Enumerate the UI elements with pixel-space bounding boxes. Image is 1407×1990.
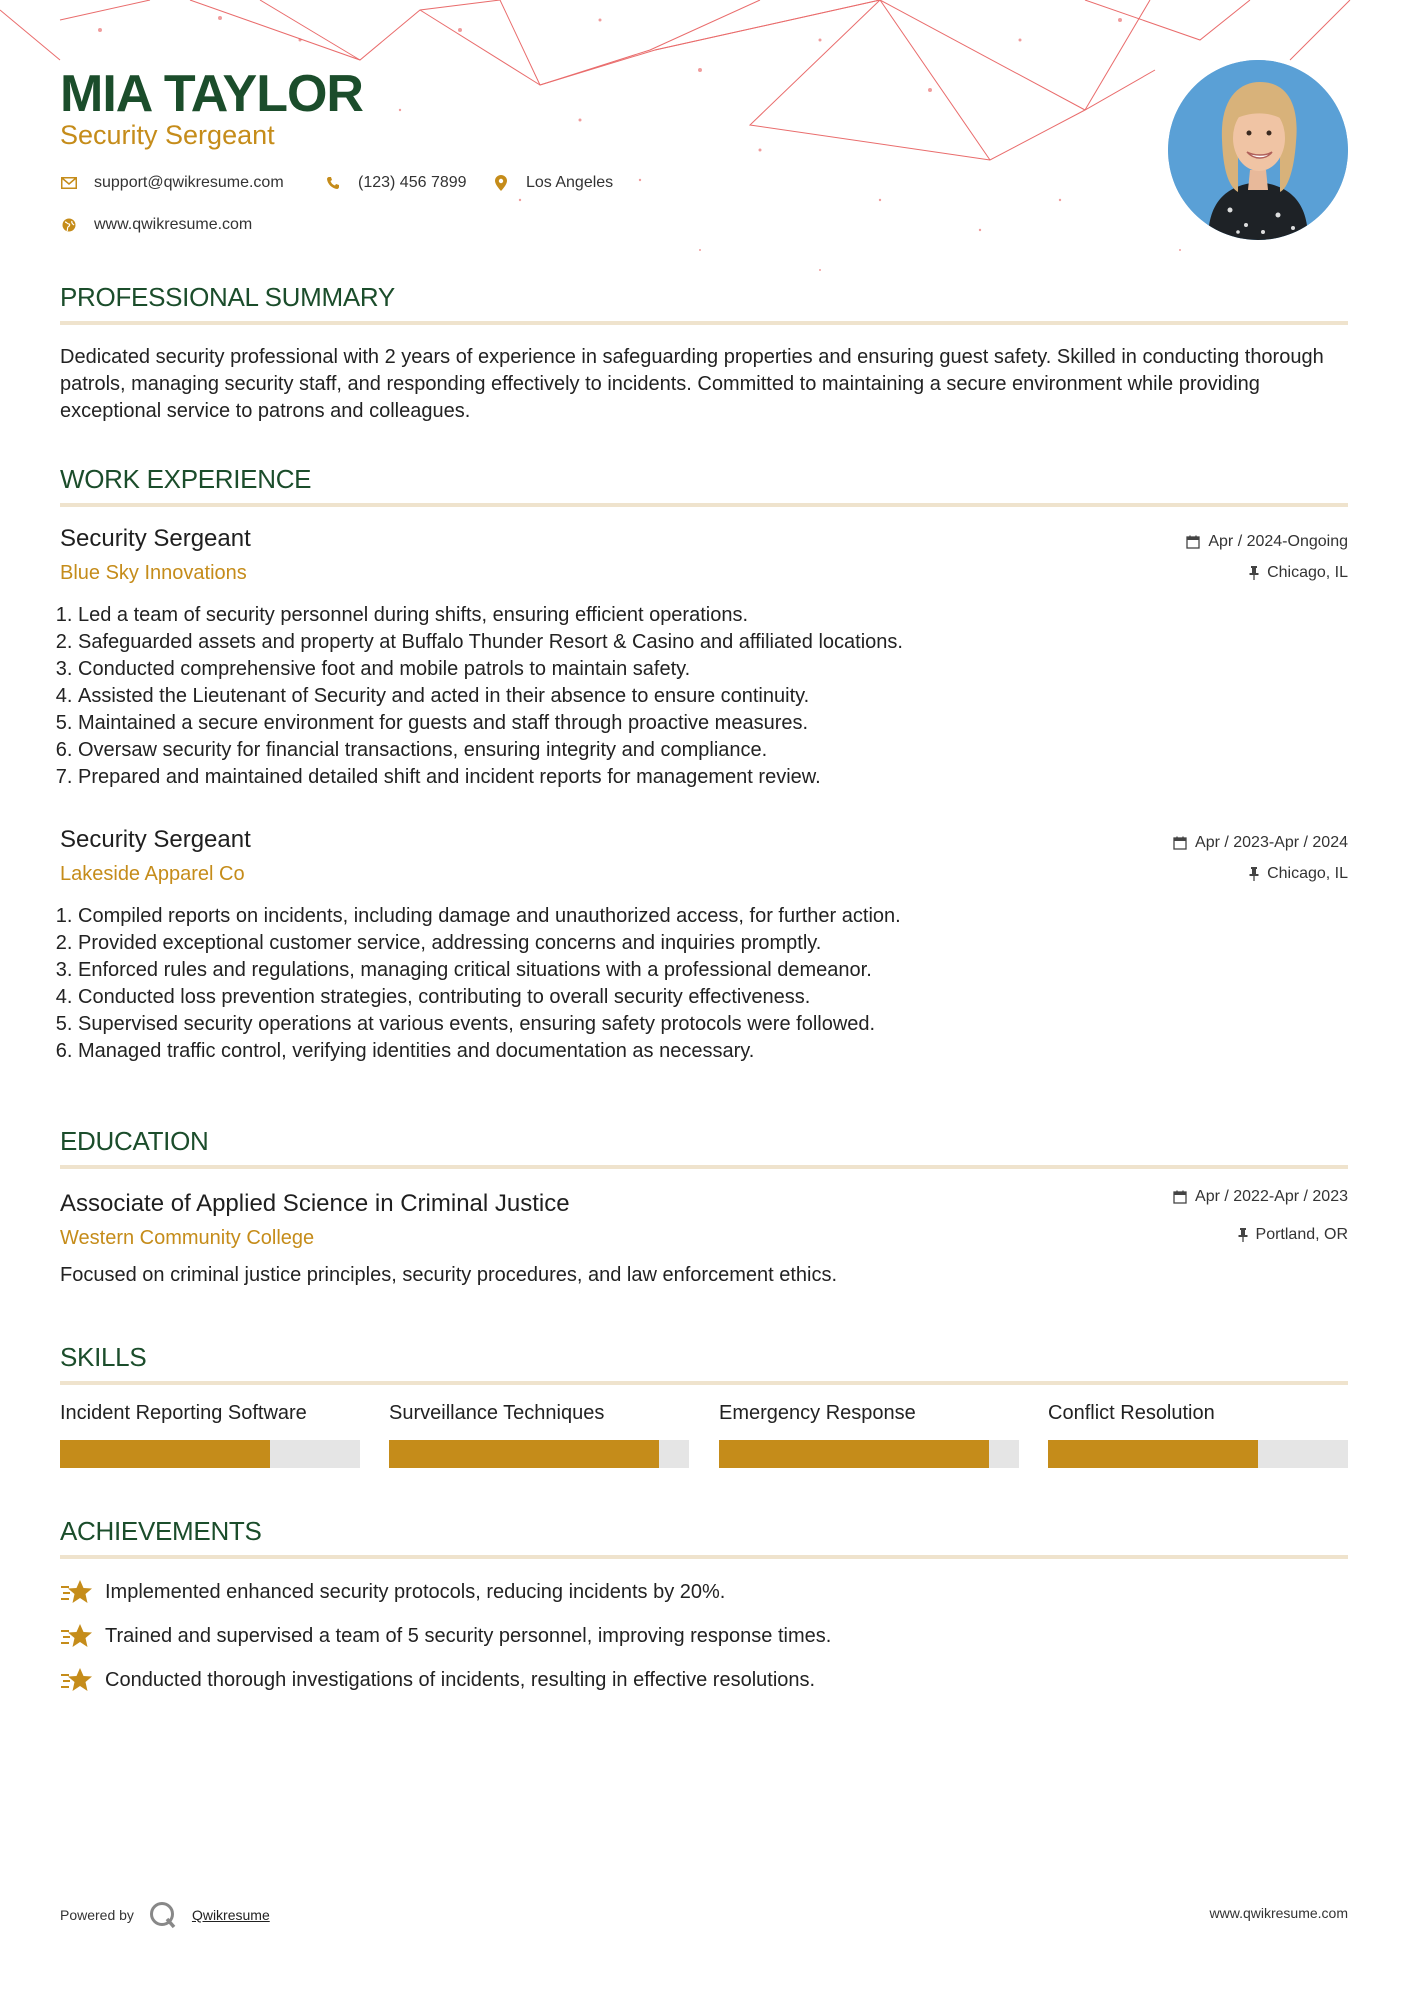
section-divider	[60, 1165, 1348, 1169]
phone-icon	[324, 174, 342, 192]
job-location	[1249, 564, 1348, 582]
job-location-text: Chicago, IL	[1267, 865, 1348, 882]
calendar-icon	[1186, 535, 1200, 549]
skill-bar-fill	[60, 1440, 270, 1468]
job-title: Security Sergeant	[60, 826, 251, 853]
job-company: Lakeside Apparel Co	[60, 863, 245, 885]
email-text: support@qwikresume.com	[94, 174, 284, 191]
section-divider	[60, 321, 1348, 325]
education-heading: EDUCATION	[60, 1126, 209, 1156]
list-item: 1. Led a team of security personnel during shifts, ensuring efficient operations.	[78, 602, 1178, 629]
skill-bar	[719, 1440, 1019, 1468]
profile-photo	[1168, 60, 1348, 240]
achievement-item	[60, 1665, 815, 1695]
job-dates	[1173, 834, 1348, 852]
skill-label: Conflict Resolution	[1048, 1402, 1215, 1424]
candidate-name: MIA TAYLOR	[60, 65, 363, 123]
star-icon	[60, 1577, 92, 1607]
calendar-icon	[1173, 836, 1187, 850]
section-divider	[60, 503, 1348, 507]
skill-bar	[1048, 1440, 1348, 1468]
experience-heading: WORK EXPERIENCE	[60, 464, 312, 494]
star-icon	[60, 1621, 92, 1651]
education-location	[1238, 1226, 1348, 1244]
school-name: Western Community College	[60, 1227, 315, 1249]
pushpin-icon	[1249, 867, 1259, 881]
job-bullets	[52, 602, 1178, 791]
summary-heading: PROFESSIONAL SUMMARY	[60, 282, 395, 312]
job-dates-text: Apr / 2023-Apr / 2024	[1195, 834, 1348, 851]
education-dates	[1173, 1188, 1348, 1206]
skill-bar-fill	[1048, 1440, 1258, 1468]
list-item: 2. Provided exceptional customer service, addressing concerns and inquiries promptly.	[78, 930, 1178, 957]
skill-item	[1048, 1402, 1348, 1425]
list-item: 4. Conducted loss prevention strategies, contributing to overall security effectiveness.	[78, 984, 1178, 1011]
footer-powered-by	[60, 1900, 270, 1930]
skill-bar	[389, 1440, 689, 1468]
education-dates-text: Apr / 2022-Apr / 2023	[1195, 1188, 1348, 1205]
envelope-icon	[60, 174, 78, 192]
powered-by-text: Powered by	[60, 1907, 134, 1923]
list-item: 5. Maintained a secure environment for guests and staff through proactive measures.	[78, 710, 1178, 737]
degree-title: Associate of Applied Science in Criminal Justice	[60, 1190, 570, 1217]
achievement-text: Trained and supervised a team of 5 security personnel, improving response times.	[105, 1624, 832, 1647]
candidate-role: Security Sergeant	[60, 120, 275, 150]
website-text: www.qwikresume.com	[94, 216, 253, 233]
list-item: 6. Oversaw security for financial transactions, ensuring integrity and compliance.	[78, 737, 1178, 764]
skill-label: Surveillance Techniques	[389, 1402, 605, 1424]
job-dates-text: Apr / 2024-Ongoing	[1208, 533, 1348, 550]
list-item: 2. Safeguarded assets and property at Buffalo Thunder Resort & Casino and affiliated locations.	[78, 629, 1178, 656]
list-item: 3. Enforced rules and regulations, managing critical situations with a professional demeanor.	[78, 957, 1178, 984]
skill-item	[60, 1402, 360, 1425]
education-location-text: Portland, OR	[1255, 1226, 1348, 1243]
location-text: Los Angeles	[526, 174, 614, 191]
achievement-item	[60, 1621, 831, 1651]
skill-bar	[60, 1440, 360, 1468]
job-location-text: Chicago, IL	[1267, 564, 1348, 581]
footer-website[interactable]: www.qwikresume.com	[1209, 1905, 1348, 1921]
list-item: 6. Managed traffic control, verifying identities and documentation as necessary.	[78, 1038, 1178, 1065]
skill-bar-fill	[719, 1440, 989, 1468]
section-divider	[60, 1381, 1348, 1385]
achievements-heading: ACHIEVEMENTS	[60, 1516, 262, 1546]
job-dates	[1186, 533, 1348, 551]
job-location	[1249, 865, 1348, 883]
calendar-icon	[1173, 1190, 1187, 1204]
contact-location	[492, 174, 613, 192]
achievement-text: Conducted thorough investigations of incidents, resulting in effective resolutions.	[105, 1668, 816, 1691]
list-item: 5. Supervised security operations at various events, ensuring safety protocols were followed.	[78, 1011, 1178, 1038]
map-pin-icon	[492, 174, 510, 192]
achievement-text: Implemented enhanced security protocols, reducing incidents by 20%.	[105, 1580, 726, 1603]
education-description: Focused on criminal justice principles, security procedures, and law enforcement ethics.	[60, 1264, 838, 1286]
qwikresume-link[interactable]: Qwikresume	[191, 1907, 270, 1923]
star-icon	[60, 1665, 92, 1695]
list-item: 4. Assisted the Lieutenant of Security and acted in their absence to ensure continuity.	[78, 683, 1178, 710]
contact-phone[interactable]	[324, 174, 467, 192]
skill-label: Incident Reporting Software	[60, 1402, 307, 1424]
pushpin-icon	[1238, 1228, 1248, 1242]
skill-bar-fill	[389, 1440, 659, 1468]
list-item: 7. Prepared and maintained detailed shift and incident reports for management review.	[78, 764, 1178, 791]
job-title: Security Sergeant	[60, 525, 251, 552]
skill-item	[389, 1402, 689, 1425]
skills-heading: SKILLS	[60, 1342, 147, 1372]
list-item: 3. Conducted comprehensive foot and mobile patrols to maintain safety.	[78, 656, 1178, 683]
skill-label: Emergency Response	[719, 1402, 916, 1424]
skill-item	[719, 1402, 1019, 1425]
list-item: 1. Compiled reports on incidents, including damage and unauthorized access, for further action.	[78, 903, 1178, 930]
job-company: Blue Sky Innovations	[60, 562, 247, 584]
globe-icon	[60, 216, 78, 234]
job-bullets	[52, 903, 1178, 1065]
pushpin-icon	[1249, 566, 1259, 580]
qwikresume-logo-icon	[148, 1900, 178, 1930]
section-divider	[60, 1555, 1348, 1559]
summary-text: Dedicated security professional with 2 years of experience in safeguarding properties and ensuring guest safety. Skilled in conducting thorough patrols, managing security staff, and responding effectively to incidents. Committed to maintaining a secure environment while providing exceptional service to patrons and colleagues.	[60, 346, 1324, 422]
contact-website[interactable]	[60, 216, 252, 234]
contact-email[interactable]	[60, 174, 284, 192]
achievement-item	[60, 1577, 725, 1607]
phone-text: (123) 456 7899	[358, 174, 467, 191]
